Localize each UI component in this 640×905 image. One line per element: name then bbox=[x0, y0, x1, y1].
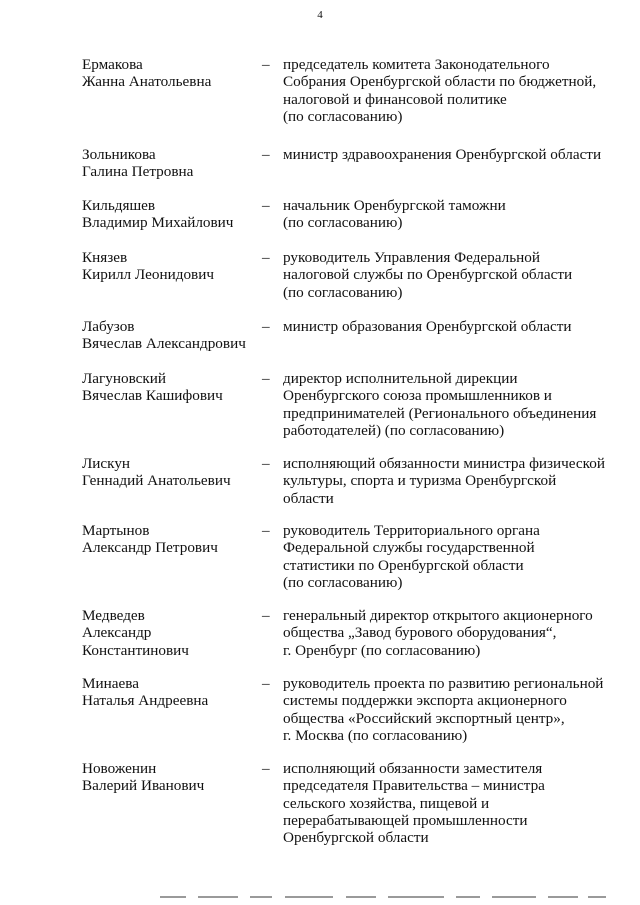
member-surname: Новоженин bbox=[82, 760, 157, 777]
member-role bbox=[283, 760, 623, 846]
member-given-names: Вячеслав Кашифович bbox=[82, 387, 223, 405]
member-surname: Лискун bbox=[82, 455, 131, 472]
member-role bbox=[283, 607, 623, 659]
member-name bbox=[82, 455, 262, 490]
member-surname: Кильдяшев bbox=[82, 197, 156, 214]
member-name bbox=[82, 197, 262, 232]
member-role bbox=[283, 675, 623, 744]
member-surname: Мартынов bbox=[82, 522, 150, 539]
role-line: генеральный директор открытого акционерного bbox=[283, 607, 593, 624]
role-line: Собрания Оренбургской области по бюджетной, bbox=[283, 73, 597, 91]
member-surname: Минаева bbox=[82, 675, 139, 692]
member-surname: Ермакова bbox=[82, 56, 143, 73]
cut-off-footer-text bbox=[150, 893, 610, 901]
role-line: общества „Завод бурового оборудования“, bbox=[283, 624, 557, 642]
member-name bbox=[82, 56, 262, 91]
member-role bbox=[283, 146, 623, 163]
member-surname: Лабузов bbox=[82, 318, 135, 335]
dash-separator: – bbox=[262, 370, 270, 387]
role-line: (по согласованию) bbox=[283, 107, 403, 125]
member-name bbox=[82, 249, 262, 284]
role-line: культуры, спорта и туризма Оренбургской bbox=[283, 472, 557, 490]
role-line: г. Оренбург (по согласованию) bbox=[283, 641, 481, 659]
dash-separator: – bbox=[262, 318, 270, 335]
role-line: руководитель Территориального органа bbox=[283, 522, 540, 539]
dash-separator: – bbox=[262, 197, 270, 214]
member-given-names: Жанна Анатольевна bbox=[82, 73, 212, 91]
member-role bbox=[283, 455, 623, 507]
member-role bbox=[283, 197, 623, 232]
role-line: руководитель проекта по развитию региональной bbox=[283, 675, 604, 692]
member-surname: Князев bbox=[82, 249, 128, 266]
role-line: системы поддержки экспорта акционерного bbox=[283, 692, 567, 710]
page-number: 4 bbox=[317, 9, 323, 21]
member-given-names: Галина Петровна bbox=[82, 163, 194, 181]
member-given-names: Александр Петрович bbox=[82, 539, 218, 557]
dash-separator: – bbox=[262, 56, 270, 73]
role-line: налоговой и финансовой политике bbox=[283, 90, 507, 108]
dash-separator: – bbox=[262, 455, 270, 472]
member-given-names: Наталья Андреевна bbox=[82, 692, 209, 710]
role-line: руководитель Управления Федеральной bbox=[283, 249, 540, 266]
member-name bbox=[82, 522, 262, 557]
role-line: (по согласованию) bbox=[283, 214, 403, 232]
role-line: исполняющий обязанности заместителя bbox=[283, 760, 543, 777]
role-line: Федеральной службы государственной bbox=[283, 539, 535, 557]
role-line: председатель комитета Законодательного bbox=[283, 56, 550, 73]
role-line: статистики по Оренбургской области bbox=[283, 556, 524, 574]
member-given-names: Валерий Иванович bbox=[82, 777, 205, 795]
member-name bbox=[82, 607, 262, 659]
dash-separator: – bbox=[262, 607, 270, 624]
role-line: налоговой службы по Оренбургской области bbox=[283, 266, 573, 284]
member-name bbox=[82, 760, 262, 795]
role-line: сельского хозяйства, пищевой и bbox=[283, 794, 490, 812]
role-line: Оренбургской области bbox=[283, 829, 429, 847]
member-given-names: Кирилл Леонидович bbox=[82, 266, 214, 284]
dash-separator: – bbox=[262, 522, 270, 539]
role-line: начальник Оренбургской таможни bbox=[283, 197, 506, 214]
role-line: (по согласованию) bbox=[283, 283, 403, 301]
role-line: общества «Российский экспортный центр», bbox=[283, 709, 565, 727]
member-name bbox=[82, 318, 262, 353]
member-given-names: Геннадий Анатольевич bbox=[82, 472, 231, 490]
member-name bbox=[82, 370, 262, 405]
member-role bbox=[283, 249, 623, 301]
member-surname: Медведев bbox=[82, 607, 145, 624]
role-line: (по согласованию) bbox=[283, 573, 403, 591]
member-given-names: Александр Константинович bbox=[82, 624, 189, 659]
role-line: перерабатывающей промышленности bbox=[283, 811, 528, 829]
role-line: исполняющий обязанности министра физической bbox=[283, 455, 605, 472]
member-role bbox=[283, 370, 623, 439]
member-given-names: Владимир Михайлович bbox=[82, 214, 234, 232]
role-line: министр здравоохранения Оренбургской области bbox=[283, 146, 602, 163]
dash-separator: – bbox=[262, 249, 270, 266]
member-role bbox=[283, 56, 623, 125]
role-line: Оренбургского союза промышленников и bbox=[283, 387, 552, 405]
member-surname: Зольникова bbox=[82, 146, 156, 163]
role-line: председателя Правительства – министра bbox=[283, 777, 545, 795]
role-line: работодателей) (по согласованию) bbox=[283, 421, 505, 439]
member-surname: Лагуновский bbox=[82, 370, 167, 387]
role-line: директор исполнительной дирекции bbox=[283, 370, 518, 387]
member-role bbox=[283, 522, 623, 591]
role-line: министр образования Оренбургской области bbox=[283, 318, 572, 335]
member-given-names: Вячеслав Александрович bbox=[82, 335, 246, 353]
member-name bbox=[82, 675, 262, 710]
role-line: г. Москва (по согласованию) bbox=[283, 726, 468, 744]
role-line: области bbox=[283, 489, 334, 507]
dash-separator: – bbox=[262, 675, 270, 692]
member-name bbox=[82, 146, 262, 181]
role-line: предпринимателей (Регионального объединения bbox=[283, 404, 597, 422]
member-role bbox=[283, 318, 623, 335]
dash-separator: – bbox=[262, 146, 270, 163]
dash-separator: – bbox=[262, 760, 270, 777]
